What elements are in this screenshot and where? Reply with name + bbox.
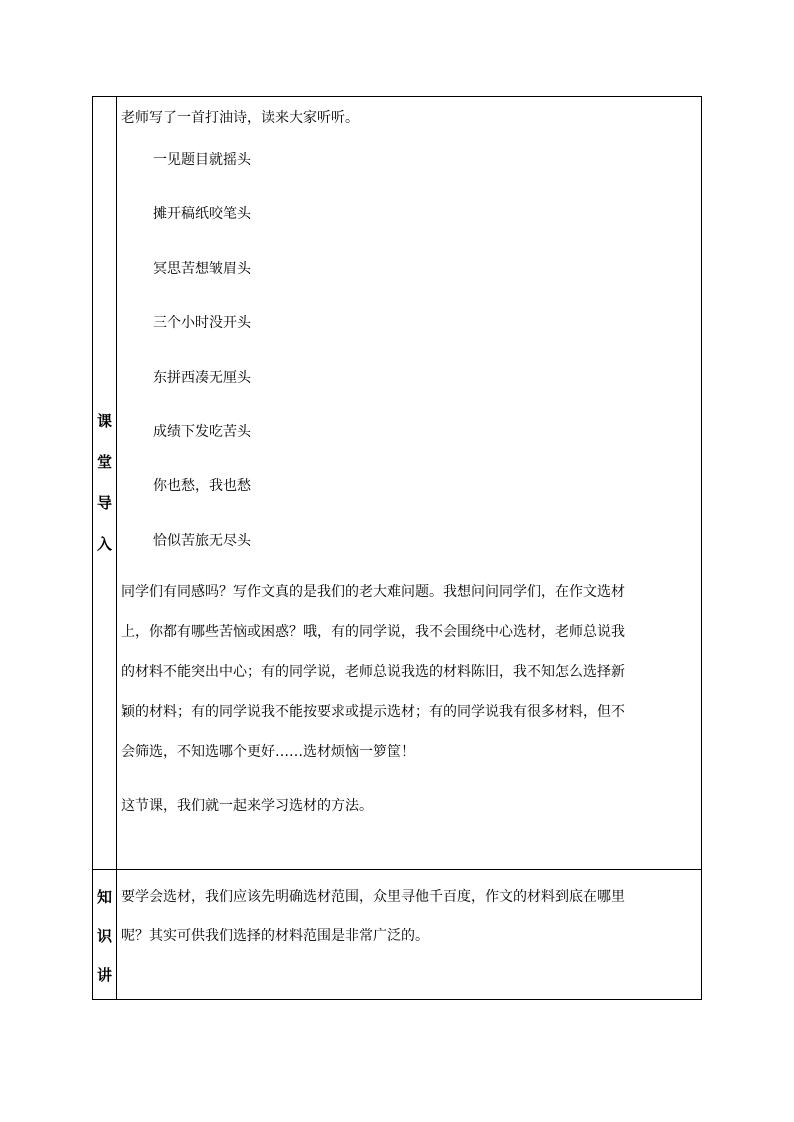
knowledge-label-cell bbox=[93, 869, 117, 999]
poem-line: 成绩下发吃苦头 bbox=[153, 423, 251, 440]
poem-line: 摊开稿纸咬笔头 bbox=[153, 206, 251, 223]
knowledge-paragraph-line: 呢？其实可供我们选择的材料范围是非常广泛的。 bbox=[121, 927, 429, 944]
intro-label-char: 堂 bbox=[96, 452, 112, 471]
poem-line: 三个小时没开头 bbox=[153, 315, 251, 332]
knowledge-label-char: 识 bbox=[96, 926, 112, 945]
paragraph-line: 颖的材料；有的同学说我不能按要求或提示选材；有的同学说我有很多材料，但不 bbox=[121, 704, 625, 721]
poem-line: 东拼西凑无厘头 bbox=[153, 369, 251, 386]
intro-opening-line: 老师写了一首打油诗，读来大家听听。 bbox=[121, 110, 359, 126]
paragraph-line: 会筛选，不知选哪个更好……选材烦恼一箩筐！ bbox=[121, 744, 415, 761]
knowledge-content-cell bbox=[117, 869, 702, 999]
poem-line: 一见题目就摇头 bbox=[153, 152, 251, 168]
poem-line: 恰似苦旅无尽头 bbox=[153, 532, 251, 549]
intro-content-cell bbox=[117, 97, 702, 870]
knowledge-label-char: 讲 bbox=[96, 965, 112, 984]
intro-closing-line: 这节课，我们就一起来学习选材的方法。 bbox=[121, 798, 373, 815]
paragraph-line: 的材料不能突出中心；有的同学说，老师总说我选的材料陈旧，我不知怎么选择新 bbox=[121, 664, 625, 681]
knowledge-paragraph-line: 要学会选材，我们应该先明确选材范围，众里寻他千百度，作文的材料到底在哪里 bbox=[121, 888, 625, 905]
intro-row bbox=[93, 97, 702, 870]
intro-label-char: 导 bbox=[96, 493, 112, 512]
intro-label-char: 课 bbox=[96, 411, 112, 430]
knowledge-label-char: 知 bbox=[96, 887, 112, 906]
intro-label-cell bbox=[93, 97, 117, 870]
paragraph-line: 同学们有同感吗？写作文真的是我们的老大难问题。我想问问同学们，在作文选材 bbox=[121, 584, 625, 601]
intro-discussion-paragraph bbox=[121, 572, 697, 772]
intro-label-char: 入 bbox=[96, 534, 112, 553]
lesson-table bbox=[92, 96, 702, 1000]
poem-line: 冥思苦想皱眉头 bbox=[153, 260, 251, 277]
paragraph-line: 上，你都有哪些苦恼或困惑？哦，有的同学说，我不会围绕中心选材，老师总说我 bbox=[121, 624, 625, 641]
doggerel-poem bbox=[121, 133, 697, 568]
poem-line: 你也愁，我也愁 bbox=[153, 478, 251, 495]
knowledge-row bbox=[93, 869, 702, 999]
